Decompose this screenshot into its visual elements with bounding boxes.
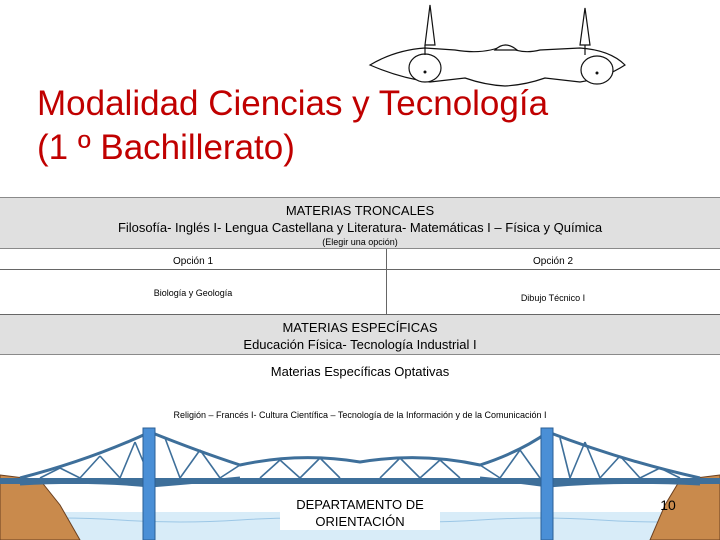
footer-line1: DEPARTAMENTO DE <box>296 497 424 512</box>
option-1-subject: Biología y Geología <box>153 288 233 298</box>
choose-option-note: (Elegir una opción) <box>322 237 398 247</box>
optativas-heading: Materias Específicas Optativas <box>270 364 450 379</box>
options-divider-horizontal <box>0 269 720 270</box>
troncales-subjects: Filosofía- Inglés I- Lengua Castellana y Literatura- Matemáticas I – Física y Química <box>117 220 603 235</box>
jet-illustration <box>355 0 635 95</box>
option-1-label: Opción 1 <box>172 256 214 267</box>
page-title-line2: (1 º Bachillerato) <box>37 128 295 167</box>
troncales-heading: MATERIAS TRONCALES <box>285 203 435 218</box>
page-number: 10 <box>660 497 676 513</box>
footer-department <box>280 496 440 530</box>
optativas-subjects: Religión – Francés I- Cultura Científica – Tecnología de la Información y de la Comunicación I <box>173 410 547 420</box>
option-2-label: Opción 2 <box>532 256 574 267</box>
page-title-line1: Modalidad Ciencias y Tecnología <box>37 84 549 123</box>
page-title <box>37 82 677 170</box>
especificas-subjects: Educación Física- Tecnología Industrial I <box>243 337 477 352</box>
footer-line2: ORIENTACIÓN <box>315 514 405 529</box>
option-2-subject: Dibujo Técnico I <box>520 293 586 303</box>
especificas-heading: MATERIAS ESPECÍFICAS <box>282 320 438 335</box>
